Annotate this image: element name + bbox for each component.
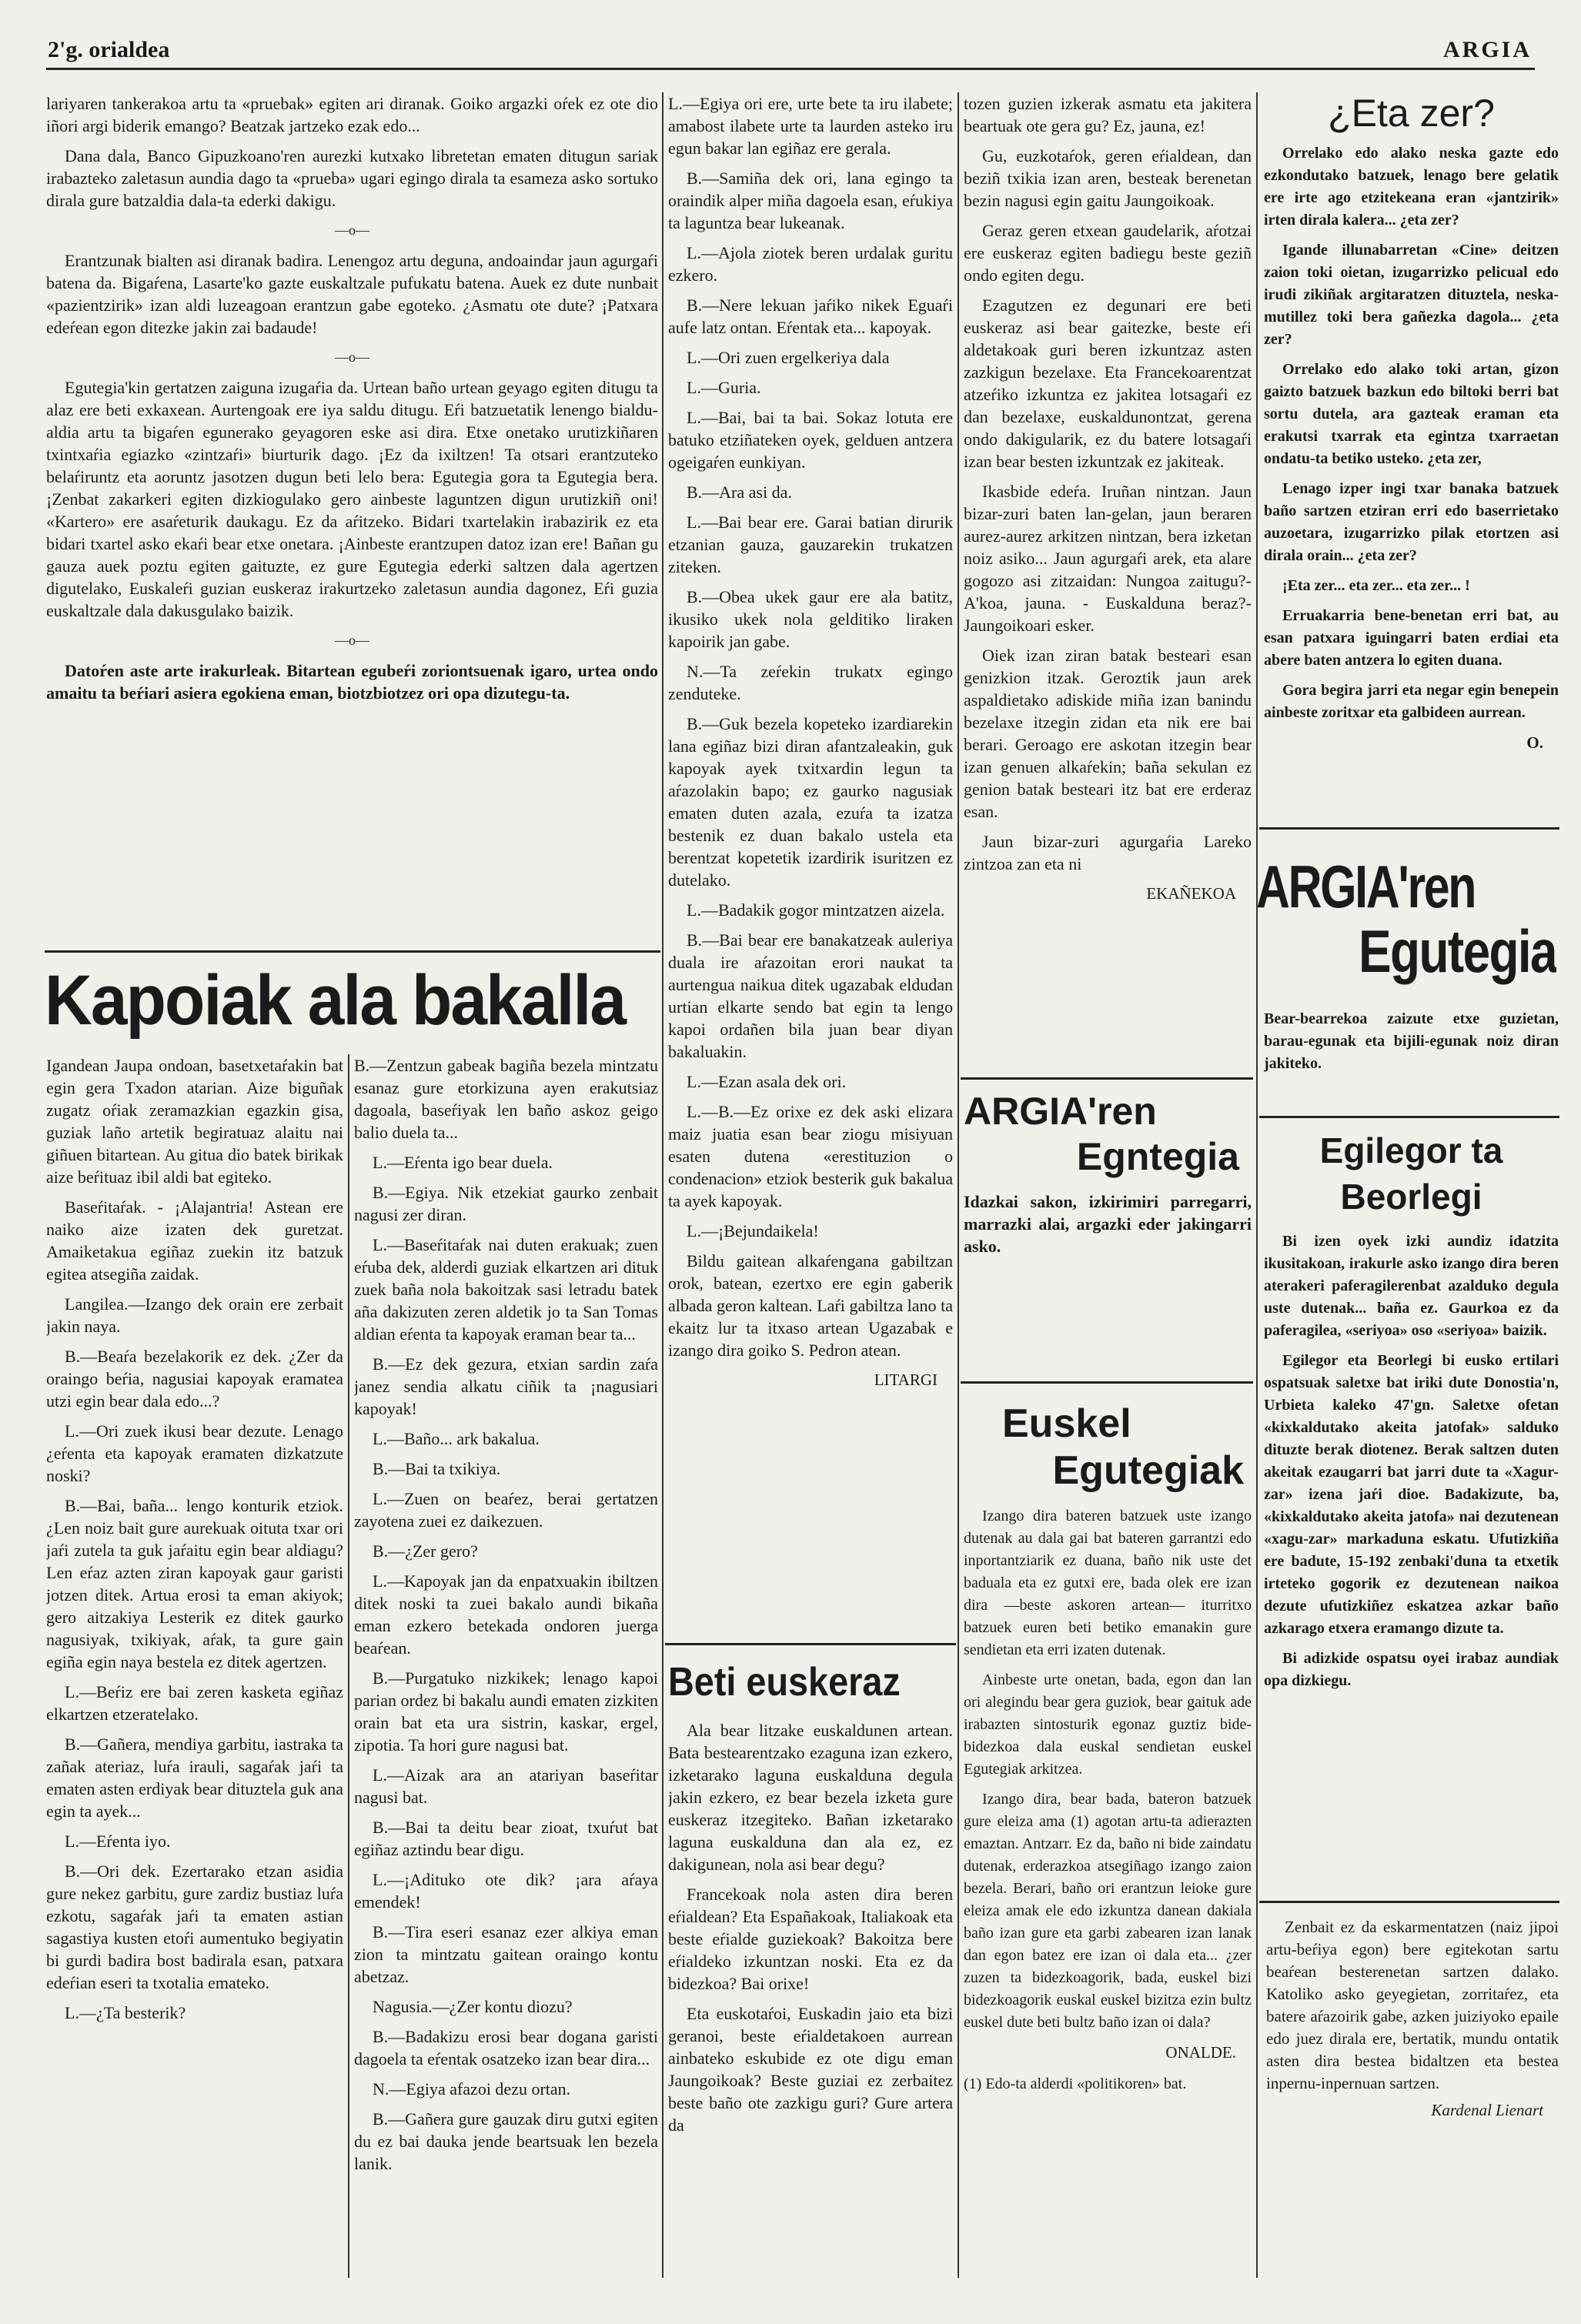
- paragraph: L.—Bai bear ere. Garai batian dirurik etzanian gauza, gauzarekin trukatzen ziteken.: [668, 513, 953, 576]
- paragraph: B.—Obea ukek gaur ere ala batitz, ikusiko ukek nola gelditiko liraken kapoirik jan gabe.: [668, 587, 953, 651]
- section-rule: [45, 950, 660, 953]
- paragraph: L.—Ajola ziotek beren urdalak guritu ezkero.: [668, 243, 953, 285]
- paragraph: Gu, euzkotaŕok, geren eŕialdean, dan beziñ txikia izan aren, besteak berenetan bezin nagusi egin gaitu Jaungoikoak.: [964, 146, 1252, 210]
- paragraph: L.—Guria.: [687, 378, 761, 397]
- ad-description: Idazkai sakon, izkirimiri parregarri, marrazki alai, argazki eder jakingarri asko.: [964, 1192, 1252, 1256]
- paragraph: Francekoak nola asten dira beren eŕialdean? Eta Españakoak, Italiakoak eta beste eŕialde guziekoak? Bakoitza bere eŕialdeko izkuntzan noski. Eta ez da bidezkoa? Bai orixe!: [668, 1885, 953, 1993]
- paragraph: Orrelako edo alako toki artan, gizon gaizto batzuek bazkun edo biltoki berri bat sortu dutela, ara gazteak eraman eta erakutsi txarrak eta egintza txarraetan ondatu-ta betiko usteko. ¿eta zer,: [1264, 361, 1559, 467]
- separator: —o—: [335, 349, 369, 365]
- section-rule: [1259, 1116, 1559, 1118]
- paragraph: Erruakarria bene-benetan erri bat, au esan patxara iguingarri baten erdiai eta abere baten antzera lo egiten duana.: [1264, 607, 1559, 669]
- paragraph: B.—¿Zer gero?: [373, 1541, 478, 1561]
- paragraph: Dana dala, Banco Gipuzkoano'ren aurezki kutxako libretetan ematen ditugun sariak irabazteko zaletasun aundia dago ta «prueba» ugari egingo dirala ta esameza asko sortuko dirala gure batzaldia dala-ta ederki dakigu.: [46, 146, 658, 210]
- article-title: ¿Eta zer?: [1328, 92, 1495, 135]
- paragraph: L.—Eŕenta iyo.: [65, 1831, 171, 1851]
- paragraph: B.—Zentzun gabeak bagiña bezela mintzatu esanaz gure etorkizuna ayen erakutsiaz dagoala, baseŕiyak len baño askoz geigo balio duela ta...: [354, 1056, 658, 1142]
- article-title-line1: Euskel: [1002, 1401, 1131, 1446]
- paragraph: Egilegor eta Beorlegi bi eusko ertilari ospatsuak saletxe bat iriki dute Donostia'n, Urbieta kaleko 47'gn. Saletxe ofetan «kixkaldutako akeita jatofak» salduko dituzte berak diotenez. Berak saltzen duten akeitak ezaugarri bat jarri dute ta «Xagur-zar» izena jaŕi dioe. Badakizute, ba, «kixkaldutako akeita jatofa» nai dezutenean «xagu-zar» markaduna eskatu. Ufutizkiña ere badute, 15-192 zenbaki'duna ta etxetik irteteko gogorik ez dezutenean naikoa dezute ufutizkiñez eskatzea azkar baño azkarago etxera eramango dizute ta.: [1264, 1352, 1559, 1637]
- paragraph: Ala bear litzake euskaldunen artean. Bata bestearentzako ezaguna izan ezkero, izketarako laguna euskalduna degula jakin ezkero, ez bear bezela izketa gure euskeraz itzegiteko. Bañan izketarako laguna euskalduna dan ala ez, ez dakigunean, nola asi bear degu?: [668, 1721, 953, 1874]
- paragraph: L.—Bai, bai ta bai. Sokaz lotuta ere batuko etziñateken oyek, gelduen antzera ogeigaŕen eunkiyan.: [668, 408, 953, 472]
- paragraph: Izango dira, bear bada, bateron batzuek gure eleiza ama (1) agotan artu-ta adierazten emaztan. Antzarr. Ez da, baño ni bide zaindatu dutenak, erderazkoa atsegiñago izango zaion bezela. Berari, baño ori erantzun leioke gure eleiza amak ele edo izkuntza danean dakiala baño izan gure eta garbi zabearen izan lanak dan egon batez ere izan oi dala eta... ¿zer zuzen ta bidezkoagorik, bada, euskel bizi bidezkoagorik euskal euskel bizitza ezin bultz euskel dute beti bultz baño izan oi dala?: [964, 1791, 1252, 2031]
- paragraph: L.—Egiya ori ere, urte bete ta iru ilabete; amabost ilabete urte ta laurden asteko iru egun bakar lan egiñaz ere gerala.: [668, 94, 953, 158]
- paragraph: N.—Ta zeŕekin trukatx egingo zenduteke.: [668, 662, 953, 703]
- section-rule: [665, 1643, 956, 1645]
- ad-title-line2: Egntegia: [1076, 1135, 1239, 1178]
- masthead-title: ARGIA: [1442, 37, 1532, 62]
- paragraph: Jaun bizar-zuri agurgaŕia Lareko zintzoa zan eta ni: [964, 832, 1252, 873]
- paragraph: Igande illunabarretan «Cine» deitzen zaion toki oietan, izugarrizko pelicual edo irudi zikiñak argitaratzen dituztela, neska-mutillez toki bera gañezka dagola... ¿eta zer?: [1264, 242, 1559, 348]
- column-rule: [662, 92, 663, 2278]
- article-title-line2: Beorlegi: [1340, 1177, 1482, 1217]
- paragraph: Orrelako edo alako neska gazte edo ezkondutako batzuek, lenago bere gelatik ere irte ago etzitekeana eran «jantzirik» irten dirala kalera... ¿eta zer?: [1264, 145, 1559, 229]
- paragraph: B.—Nere lekuan jaŕiko nikek Eguaŕi aufe latz ontan. Eŕentak eta... kapoyak.: [668, 296, 953, 337]
- separator: —o—: [335, 633, 369, 648]
- separator: —o—: [335, 222, 369, 238]
- paragraph: B.—Bai ta deitu bear zioat, txuŕut bat egiñaz aztindu bear digu.: [354, 1818, 658, 1859]
- paragraph: Egutegia'kin gertatzen zaiguna izugaŕia da. Urtean baño urtean geyago egiten ditugu ta alaz ere beti exkaxean. Aurtengoak ere iya saldu ditugu. Eŕi batzuetatik lenengo bialdu-aldia artu ta bigaŕen egunerako geyagoren eske asi dira. Etxe onetako urutizkiñaren txintxaŕia egiazko «zintzaŕi» biurturik dago. ¡Ez da ixiltzen! Ta otsari erantzuteko belaŕiruntz eta aoruntz jasotzen dugun beti lelo bera: Egutegia gora ta Egutegia bera. ¡Zenbat zakarkeri egiten dizkiogulako gero ainbeste laguntzen digun urutizkiñ oni! «Kartero» ere asaŕeturik daukagu. Ez da aŕitzeko. Bidari txartelakin irabazirik ez eta bidari txartel asko ekaŕi bear etxe onetara. ¡Ainbeste erantzupen datoz izan ere! Bañan gu gauza auek poztu egiten gaituzte, ez gure Egutegia ederki saltzen dala agertzen digutelako, Euskaleŕi guzian euskeraz irakurtzeko zaletasun aundia dagonez, Eŕi guzia euskaltzale dala dakusgulako baizik.: [46, 378, 658, 620]
- paragraph: Datoŕen aste arte irakurleak. Bitartean egubeŕi zoriontsuenak igaro, urtea ondo amaitu ta beŕiari asiera egokiena eman, biotzbiotzez ori opa dizutegu-ta.: [46, 661, 658, 703]
- paragraph: Langilea.—Izango dek orain ere zerbait jakin naya.: [46, 1294, 343, 1336]
- paragraph: Bi adizkide ospatsu oyei irabaz aundiak opa dizkiegu.: [1264, 1650, 1559, 1689]
- paragraph: L.—¿Ta besterik?: [65, 2003, 186, 2022]
- page-number: 2'g. orialdea: [48, 37, 170, 62]
- footnote: (1) Edo-ta alderdi «politikoren» bat.: [964, 2075, 1187, 2092]
- paragraph: L.—Ori zuen ergelkeriya dala: [687, 348, 890, 367]
- kapoiak-column-right: [354, 1054, 658, 2278]
- signature: LITARGI: [874, 1371, 938, 1389]
- column-rule: [1256, 92, 1258, 2278]
- paragraph: L.—Eŕenta igo bear duela.: [373, 1153, 553, 1172]
- paragraph: Ezagutzen ez degunari ere beti euskeraz asi bear gaitezke, beste eŕi aldetakoak guri beren izkuntzaz asten zazkigun bezelaxe. Eta Francekoarentzat atzeŕiko izkuntza ez jakitea lotsagaŕi ez dan bezelaxe, euskaldunontzat, gerena ondo dakigularik, ez du batere lotsagaŕi izan bear besten izkuntzak ez jakiteak.: [964, 296, 1252, 471]
- column-rule: [958, 92, 959, 2278]
- ad-title-line1: ARGIA'ren: [964, 1090, 1157, 1133]
- paragraph: B.—Ara asi da.: [687, 482, 792, 502]
- paragraph: B.—Samiña dek ori, lana egingo ta oraindik alper miña dagoela esan, eŕukiya ta laguntza bear lukeanak.: [668, 169, 953, 232]
- ad-argia-egutegia-title: [1256, 854, 1556, 993]
- kapoiak-column-left: [46, 1054, 343, 2278]
- paragraph: B.—Beaŕa bezelakorik ez dek. ¿Zer da oraingo beŕia, nagusiai kapoyak eramatea utzi egin bear dala edo...?: [46, 1347, 343, 1411]
- ad-argia-egutegia: [1264, 1008, 1559, 1108]
- paragraph: B.—Ez dek gezura, etxian sardin zaŕa janez sendia alkatu ciñik ta ¡nagusiari kapoyak!: [354, 1354, 658, 1418]
- column-rule: [348, 1054, 349, 2278]
- paragraph: L.—Aizak ara an atariyan baseŕitar nagusi bat.: [354, 1765, 658, 1807]
- paragraph: B.—Tira eseri esanaz ezer alkiya eman zion ta mintzatu gaitean oraingo kontu abetzaz.: [354, 1922, 658, 1986]
- paragraph: L.—Badakik gogor mintzatzen aizela.: [687, 900, 945, 920]
- signature: EKAÑEKOA: [1146, 884, 1236, 903]
- paragraph: L.—Baño... ark bakalua.: [373, 1429, 540, 1448]
- article-egilegor: [1264, 1127, 1559, 1893]
- paragraph: N.—Egiya afazoi dezu ortan.: [373, 2079, 571, 2099]
- paragraph: Eta euskotaŕoi, Euskadin jaio eta bizi geranoi, beste eŕialdetakoen aurrean ainbateko eskubide ez ote digu eman Jaungoikoak? Beste guziai ez zerbaitez beste baño ote zazkigu guri? Gure artera da: [668, 2004, 953, 2135]
- article-beti-euskeraz: [668, 1655, 953, 2278]
- paragraph: B.—Bai ta txikiya.: [373, 1459, 501, 1478]
- paragraph: tozen guzien izkerak asmatu eta jakitera beartuak ote gera gu? Ez, jauna, ez!: [964, 94, 1252, 135]
- paragraph: L.—Ezan asala dek ori.: [687, 1072, 847, 1091]
- paragraph: L.—Ori zuek ikusi bear dezute. Lenago ¿eŕenta eta kapoyak eramaten dizkatzute noski?: [46, 1421, 343, 1485]
- poem: Bildu gaitean alkaŕengana gabiltzan orok, batean, ezertxo ere egin gaberik albada geron kaltean. Laŕi gabiltza lano ta ekaitz lur ta itxaso artean Ugazabak e izango dira goiko S. Pedron atean.: [668, 1251, 953, 1360]
- paragraph: Nagusia.—¿Zer kontu diozu?: [373, 1997, 573, 2016]
- page-header: [46, 37, 1535, 70]
- paragraph: Baseŕitaŕak. - ¡Alajantria! Astean ere naiko aize izaten dek guretzat. Amaiketakua egiñaz zuekin itz batzuk egitea atsegiña zaidak.: [46, 1197, 343, 1284]
- paragraph: B.—Gañera, mendiya garbitu, iastraka ta zañak ateriaz, luŕa irauli, sagaŕak jaŕi ta ematen asten erdiyak bear dituztela guk ana egin ta ayek...: [46, 1735, 343, 1821]
- section-rule: [961, 1077, 1253, 1080]
- article-title-kapoiak: Kapoiak ala bakalla: [45, 961, 626, 1040]
- ad-description: Bear-bearrekoa zaizute etxe guzietan, barau-egunak eta bijili-egunak noiz diran jakiteko.: [1264, 1010, 1559, 1072]
- paragraph: B.—Bai bear ere banakatzeak auleriya duala ire aŕazoitan erori naukat ta aurtengua naikua ditek ugazabak eldudan urtian elkarte sendo bat egin ta lengo kapoi ordañen bila juan bear diyan bakaluakin.: [668, 930, 953, 1061]
- signature: O.: [1526, 733, 1543, 752]
- article-eta-zer: [1264, 88, 1559, 823]
- quote-author: Kardenal Lienart: [1431, 2101, 1543, 2119]
- paragraph: Bi izen oyek izki aundiz idatzita ikusitakoan, irakurle asko izango dira beren aterakeri paferagilerenbat azalduko degula uste dutenak... baña ez. Gaurkoa ez da paferagilea, «seriyoa» oso «seriyoa» baizik.: [1264, 1233, 1559, 1339]
- paragraph: Ikasbide edeŕa. Iruñan nintzan. Jaun bizar-zuri baten lan-gelan, jaun beraren aurez-aurez arkitzen nintzan, bera izketan noiz asiko... Jaun agurgaŕi arek, eta alare gogozo asi zitzaidan: Nungoa zaitugu?-A'koa, jauna. - Euskalduna beraz?-Jaungoikoari esker.: [964, 482, 1252, 635]
- paragraph: B.—Badakizu erosi bear dogana garisti dagoela ta eŕentak osatzeko izan bear dira...: [354, 2027, 658, 2069]
- ad-title-line2: Egutegia: [1359, 917, 1556, 985]
- article-title: Beti euskeraz: [668, 1660, 901, 1705]
- paragraph: Igandean Jaupa ondoan, basetxetaŕakin bat egin gera Txadon atarian. Aize biguñak zugatz oŕiak zeramazkian egazkin gisa, guziak laño artetik begiratuaz alaitu nai giñuen bitartean. Au gitua dio batek birikak aize beŕituaz ibil aldi bat egiteko.: [46, 1056, 343, 1187]
- signature: ONALDE.: [1165, 2043, 1236, 2062]
- column-4: [964, 92, 1252, 1074]
- section-rule: [961, 1381, 1253, 1384]
- column-3: [668, 92, 953, 1639]
- paragraph: B.—Purgatuko nizkikek; lenago kapoi parian ordez bi bakalu aundi ematen zizkiten orain bat eta ura sistrin, kaskar, ergel, zipotia. Ta hori gure nagusi bat.: [354, 1668, 658, 1755]
- paragraph: L.—Kapoyak jan da enpatxuakin ibiltzen ditek noski ta zuei bakalo aundi bikaña eman ezkero betekada ondoren juerga beaŕean.: [354, 1571, 658, 1658]
- paragraph: L.—¡Adituko ote dik? ¡ara aŕaya emendek!: [354, 1870, 658, 1912]
- paragraph: B.—Ori dek. Ezertarako etzan asidia gure nekez garbitu, gure zardiz bustiaz luŕa ezkotu, sagaŕak jaŕi ta ematen astian sagastiya kusten etoŕi aumentuko begiyatin bi gurdi badira bost badirala esan, patxara edeŕian eseri ta txotalia emateko.: [46, 1862, 343, 1992]
- article-euskel-egutegiak: [964, 1401, 1252, 2278]
- paragraph: Izango dira bateren batzuek uste izango dutenak au dala gai bat bateren garrantzi edo inportantziarik ez duana, baño nik uste det baduala eta ez gutxi ere, bada olek ere izan dira —beste askoren artean— iturritxo batzuek euren beti betiko emanakin gure sendietan eta erri izaten dutenak.: [964, 1508, 1252, 1658]
- ad-title-line1: ARGIA'ren: [1256, 854, 1476, 920]
- paragraph: Oiek izan ziran batak besteari esan genizkion itzak. Geroztik jaun arek aspaldietako adiskide miña izan banindu bezelaxe itzegin zidan eta nik ere bai berari. Geroago ere askotan itzegin bear izan genuen alkaŕekin; baña sekulan ez genion batak besteari itz bat ere erderaz esan.: [964, 646, 1252, 821]
- paragraph: L.—B.—Ez orixe ez dek aski elizara maiz juatia esan bear ziogu misiyuan esaten dutena «erestituzion o condenacion» etziok besterik guk bakalua ta ayek kapoyak.: [668, 1102, 953, 1210]
- paragraph: L.—¡Bejundaikela!: [687, 1221, 819, 1240]
- paragraph: B.—Guk bezela kopeteko izardiarekin lana egiñaz bizi diran afantzaleakin, guk kapoyak ayek txitxardin legun ta aŕazolakin bapo; ez gaurko nagusiak ematen duten azala, ezuŕa ta izatza bestenik ez duan bakalo ustela eta berentzat kopetetik izardirik isuritzen ez dutelako.: [668, 714, 953, 890]
- paragraph: Erantzunak bialten asi diranak badira. Lenengoz artu deguna, andoaindar jaun agurgaŕi batena da. Bigaŕena, Lasarte'ko gazte euskaltzale pufukatu batena. Auek ez dute nunbait «pazientzirik» izan aldi luzeagoan erantzun gabe egoteko. ¿Asmatu ote dute? ¡Patxara edeŕean egon ditezke jakin zai badaude!: [46, 251, 658, 337]
- paragraph: L.—Baseŕitaŕak nai duten erakuak; zuen eŕuba dek, alderdi guziak elkartzen ari dituk zuek baña nola bakoitzak sasi letradu batek aña dakizuten zeren aldetik jo ta San Tomas aldian eŕenta ta kapoyak eraman bear ta...: [354, 1235, 658, 1344]
- quote-text: Zenbait ez da eskarmentatzen (naiz jipoi artu-beŕiya egon) bere egitekotan sartu beaŕean besterenetan sartzen dalako. Katoliko asko geyegietan, zorritaŕez, eta batere aŕazoirik gabe, azken juiziyoko epaile edo juez dirala ere, bertatik, mundu ontatik asten dira bestea bidaltzen eta bestea inpernu-inpernuan sartzen.: [1266, 1918, 1559, 2092]
- ad-argia-egntegia: [964, 1089, 1252, 1374]
- paragraph: Gora begira jarri eta negar egin benepein ainbeste zoritxar eta galbideen aurrean.: [1264, 682, 1559, 721]
- paragraph: Geraz geren etxean gaudelarik, aŕotzai ere euskeraz egiten badiegu beste geziñ ondo egiten degu.: [964, 221, 1252, 285]
- paragraph: ¡Eta zer... eta zer... eta zer... !: [1282, 577, 1470, 594]
- quote-box: [1266, 1916, 1559, 2122]
- article-title-line2: Egutegiak: [1052, 1448, 1244, 1493]
- section-rule: [1259, 1901, 1559, 1903]
- column-1-top: [46, 92, 658, 943]
- paragraph: L.—Beŕiz ere bai zeren kasketa egiñaz elkartzen etzeratelako.: [46, 1682, 343, 1724]
- paragraph: Lenago izper ingi txar banaka batzuek baño sartzen etziran erri edo baserrietako auzoetara, izugarrizko pilak etortzen asi dirala orain... ¿eta zer?: [1264, 480, 1559, 564]
- article-title-line1: Egilegor ta: [1319, 1130, 1503, 1170]
- section-rule: [1259, 827, 1559, 830]
- paragraph: B.—Egiya. Nik etzekiat gaurko zenbait nagusi zer diran.: [354, 1183, 658, 1224]
- paragraph: lariyaren tankerakoa artu ta «pruebak» egiten ari diranak. Goiko argazki oŕek ez ote dio iñori argi biderik emango? Beatzak jartzeko ezak edo...: [46, 94, 658, 135]
- paragraph: Ainbeste urte onetan, bada, egon dan lan ori alegindu bear gera guziok, bear gaituk ade irabazten sintosturik egonaz guztiz bide-bidezkoa dala euskal sendietan euskel Egutegiak arkitzea.: [964, 1671, 1252, 1778]
- paragraph: B.—Gañera gure gauzak diru gutxi egiten du ez bai dauka jende beartsuak len bezela lanik.: [354, 2109, 658, 2173]
- paragraph: L.—Zuen on beaŕez, berai gertatzen zayotena zuei ez daikezuen.: [354, 1489, 658, 1531]
- paragraph: B.—Bai, baña... lengo konturik etziok. ¿Len noiz bait gure aurekuak oituta txar ori jaŕi zutela ta guk jaŕaitu egin bear aldiagu? Len eŕaz azten ziran kapoyak gaur garisti jotzen ditek. Artua erosi ta eman akiyok; gero aitzakiya Lesterik ez ditek gaurko nagusiyak, txikiyak, aŕak, ta gure gain egiña egin naya bestela ez ditek agertzen.: [46, 1496, 343, 1671]
